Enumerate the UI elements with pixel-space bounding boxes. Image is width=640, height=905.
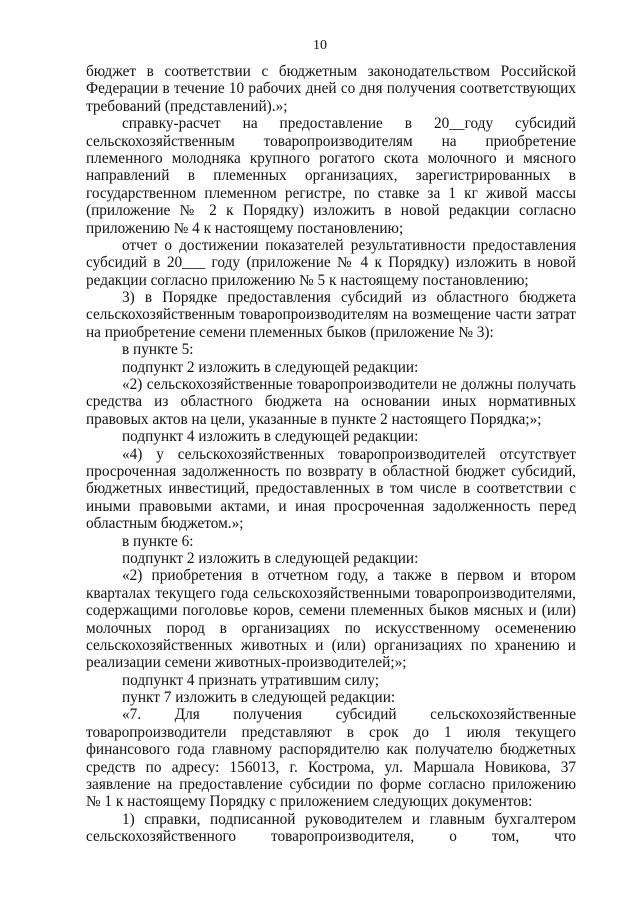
text-line: бюджет в соответствии с бюджетным законодательством Российской xyxy=(86,63,576,80)
text-line: государственном племенном регистре, по ставке за 1 кг живой массы xyxy=(86,184,576,202)
text-line: Федерации в течение 10 рабочих дней со дня получения соответствующих xyxy=(86,80,576,98)
document-body xyxy=(86,63,576,846)
text-line: в пункте 5: xyxy=(122,341,194,359)
text-line: сельскохозяйственным товаропроизводителям на возмещение части затрат xyxy=(86,306,576,324)
text-line: племенного молодняка крупного рогатого скота молочного и мясного xyxy=(86,149,576,167)
text-line: отчет о достижении показателей результативности предоставления xyxy=(122,236,576,254)
text-line: 3) в Порядке предоставления субсидий из областного бюджета xyxy=(122,289,576,307)
text-line: № 1 к настоящему Порядку с приложением следующих документов: xyxy=(86,793,533,811)
text-line: «7. Для получения субсидий сельскохозяйственные xyxy=(122,706,576,724)
text-line: «4) у сельскохозяйственных товаропроизводителей отсутствует xyxy=(122,445,576,463)
text-line: пункт 7 изложить в следующей редакции: xyxy=(122,689,396,707)
text-line: подпункт 2 изложить в следующей редакции: xyxy=(122,358,419,376)
text-line: в пункте 6: xyxy=(122,532,194,550)
text-line: правовых актов на цели, указанные в пункте 2 настоящего Порядка;»; xyxy=(86,410,542,428)
text-line: на приобретение семени племенных быков (приложение № 3): xyxy=(86,323,494,341)
text-line: «2) приобретения в отчетном году, а также в первом и втором xyxy=(122,567,576,585)
text-line: средств по адресу: 156013, г. Кострома, ул. Маршала Новикова, 37 xyxy=(86,758,576,776)
text-line: редакции согласно приложению № 5 к настоящему постановлению; xyxy=(86,271,529,289)
text-line: требований (представлений).»; xyxy=(86,97,288,115)
text-line: приложению № 4 к настоящему постановлению; xyxy=(86,219,404,237)
page-number: 10 xyxy=(313,38,327,53)
text-line: просроченная задолженность по возврату в областной бюджет субсидий, xyxy=(86,462,576,480)
text-line: содержащими поголовье коров, семени племенных быков мясных и (или) xyxy=(86,602,576,620)
text-line: справку-расчет на предоставление в 20__году субсидий xyxy=(122,115,576,133)
text-line: подпункт 4 изложить в следующей редакции: xyxy=(122,428,419,446)
text-line: бюджетных инвестиций, предоставленных в том числе в соответствии с xyxy=(86,480,576,498)
text-line: финансового года главному распорядителю как получателю бюджетных xyxy=(86,741,576,759)
text-line: субсидий в 20___ году (приложение № 4 к Порядку) изложить в новой xyxy=(86,254,576,272)
text-line: товаропроизводители представляют в срок до 1 июля текущего xyxy=(86,723,576,741)
text-line: молочных пород в организациях по искусственному осеменению xyxy=(86,619,576,637)
text-line: (приложение № 2 к Порядку) изложить в новой редакции согласно xyxy=(86,202,576,220)
text-line: сельскохозяйственного товаропроизводителя, о том, что xyxy=(86,828,576,846)
text-line: областным бюджетом.»; xyxy=(86,515,244,533)
text-line: подпункт 4 признать утратившим силу; xyxy=(122,671,379,689)
text-line: сельскохозяйственным товаропроизводителям на приобретение xyxy=(86,132,576,150)
text-line: подпункт 2 изложить в следующей редакции: xyxy=(122,549,419,567)
text-line: «2) сельскохозяйственные товаропроизводители не должны получать xyxy=(122,376,576,394)
text-line: кварталах текущего года сельскохозяйственными товаропроизводителями, xyxy=(86,584,576,602)
text-line: иными правовыми актами, и иная просроченная задолженность перед xyxy=(86,497,576,515)
text-line: реализации семени животных-производителей;»; xyxy=(86,654,407,672)
text-line: средства из областного бюджета на основании иных нормативных xyxy=(86,393,576,411)
text-line: направлений в племенных организациях, зарегистрированных в xyxy=(86,167,576,185)
text-line: сельскохозяйственных животных и (или) организациях по хранению и xyxy=(86,636,576,654)
text-line: заявление на предоставление субсидии по форме согласно приложению xyxy=(86,776,576,794)
text-line: 1) справки, подписанной руководителем и главным бухгалтером xyxy=(122,810,576,828)
